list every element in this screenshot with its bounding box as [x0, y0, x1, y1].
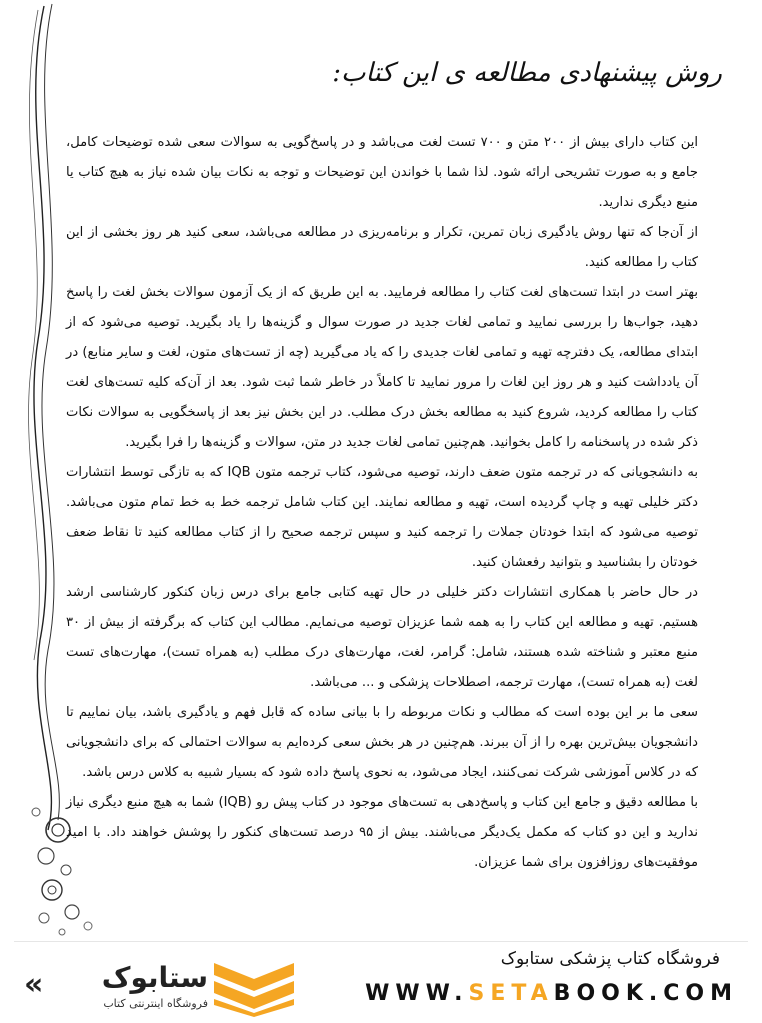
- paragraph: از آن‌جا که تنها روش یادگیری زبان تمرین، تکرار و برنامه‌ریزی در مطالعه می‌باشد، سعی کنید هر روز بخشی از این کتاب را مطالعه کنید.: [66, 225, 698, 270]
- chevrons-icon: «: [24, 967, 44, 1002]
- logo-tagline: فروشگاه اینترنتی کتاب: [103, 997, 208, 1010]
- setabook-logo[interactable]: [22, 957, 302, 1019]
- url-suffix: BOOK.COM: [553, 981, 738, 1006]
- paragraph: با مطالعه دقیق و جامع این کتاب و پاسخ‌دهی به تست‌های موجود در کتاب پیش رو (IQB) شما به هیچ منبع دیگری نیاز ندارید و این دو کتاب که مکمل یک‌دیگر می‌باشند. بیش از ۹۵ درصد تست‌های کنکور را پوشش خواهند داد. با امید موفقیت‌های روزافزون برای شما عزیزان.: [66, 795, 698, 870]
- paragraph: به دانشجویانی که در ترجمه متون ضعف دارند، توصیه می‌شود، کتاب ترجمه متون IQB که به تازگی توسط انتشارات دکتر خلیلی تهیه و چاپ گردیده است، تهیه و مطالعه نمایند. این کتاب شامل ترجمه خط به خط تمام متون می‌باشد. توصیه می‌شود که ابتدا خودتان جملات را ترجمه کنید و سپس ترجمه صحیح را از کتاب مطالعه کنید تا نقاط ضعف خودتان را بشناسید و بتوانید رفعشان کنید.: [66, 465, 698, 570]
- paragraph: در حال حاضر با همکاری انتشارات دکتر خلیلی در حال تهیه کتابی جامع برای درس زبان کنکور کارشناسی ارشد هستیم. تهیه و مطالعه این کتاب را به همه شما عزیزان توصیه می‌نمایم. مطالب این کتاب که برگرفته از بیش از ۳۰ منبع معتبر و شناخته شده هستند، شامل: گرامر، لغت، مهارت‌های درک مطلب (به همراه تست)، مهارت‌های تست لغت (به همراه تست)، مهارت ترجمه، اصطلاحات پزشکی و ... می‌باشد.: [66, 585, 698, 690]
- paragraph: بهتر است در ابتدا تست‌های لغت کتاب را مطالعه فرمایید. به این طریق که از یک آزمون سوالات بخش لغت را پاسخ دهید، جواب‌ها را بررسی نمایید و تمامی لغات جدید در صورت سوال و گزینه‌ها را یاد بگیرید. توصیه می‌شود که از ابتدای مطالعه، یک دفترچه تهیه و تمامی لغات جدیدی را که یاد می‌گیرید (چه از تست‌های متون، لغت و سایر منابع) در آن یادداشت کنید و هر روز این لغات را مرور نمایید تا کاملاً در خاطر شما ثبت شود. بعد از آن‌که کلیه تست‌های لغت کتاب را مطالعه کردید، شروع کنید به مطالعه بخش درک مطلب. در این بخش نیز بعد از پاسخگویی به سوالات نکات ذکر شده در پاسخنامه را کامل بخوانید. هم‌چنین تمامی لغات جدید در متن، سوالات و گزینه‌ها را فرا بگیرید.: [66, 285, 698, 450]
- paragraph: این کتاب دارای بیش از ۲۰۰ متن و ۷۰۰ تست لغت می‌باشد و در پاسخ‌گویی به سوالات سعی شده توضیحات کامل، جامع و به صورت تشریحی ارائه شود. لذا شما با خواندن این توضیحات و توجه به نکات بیان شده نیاز به هیچ کتاب یا منبع دیگری ندارید.: [66, 135, 698, 210]
- url-prefix: WWW.: [365, 981, 469, 1006]
- logo-arrows-icon: [210, 959, 300, 1017]
- footer-divider: [14, 941, 748, 942]
- store-url-link[interactable]: [365, 981, 738, 1006]
- footer-banner: [0, 941, 762, 1023]
- url-accent: SETA: [468, 981, 554, 1006]
- logo-wordmark: ستابوک: [101, 961, 208, 994]
- store-name: فروشگاه کتاب پزشکی ستابوک: [500, 949, 720, 969]
- body-text: [66, 128, 698, 878]
- paragraph: سعی ما بر این بوده است که مطالب و نکات مربوطه را با بیانی ساده که قابل فهم و یادگیری باشد، بیان نماییم تا دانشجویان بیش‌ترین بهره را از آن ببرند. هم‌چنین در هر بخش سعی کرده‌ایم به سوالات احتمالی که برای دانشجویانی که در کلاس آموزشی شرکت نمی‌کنند، ایجاد می‌شود، به نحوی پاسخ داده شود که بسیار شبیه به کلاس درس باشد.: [66, 705, 698, 780]
- page-title: روش پیشنهادی مطالعه ی این کتاب:: [332, 58, 722, 88]
